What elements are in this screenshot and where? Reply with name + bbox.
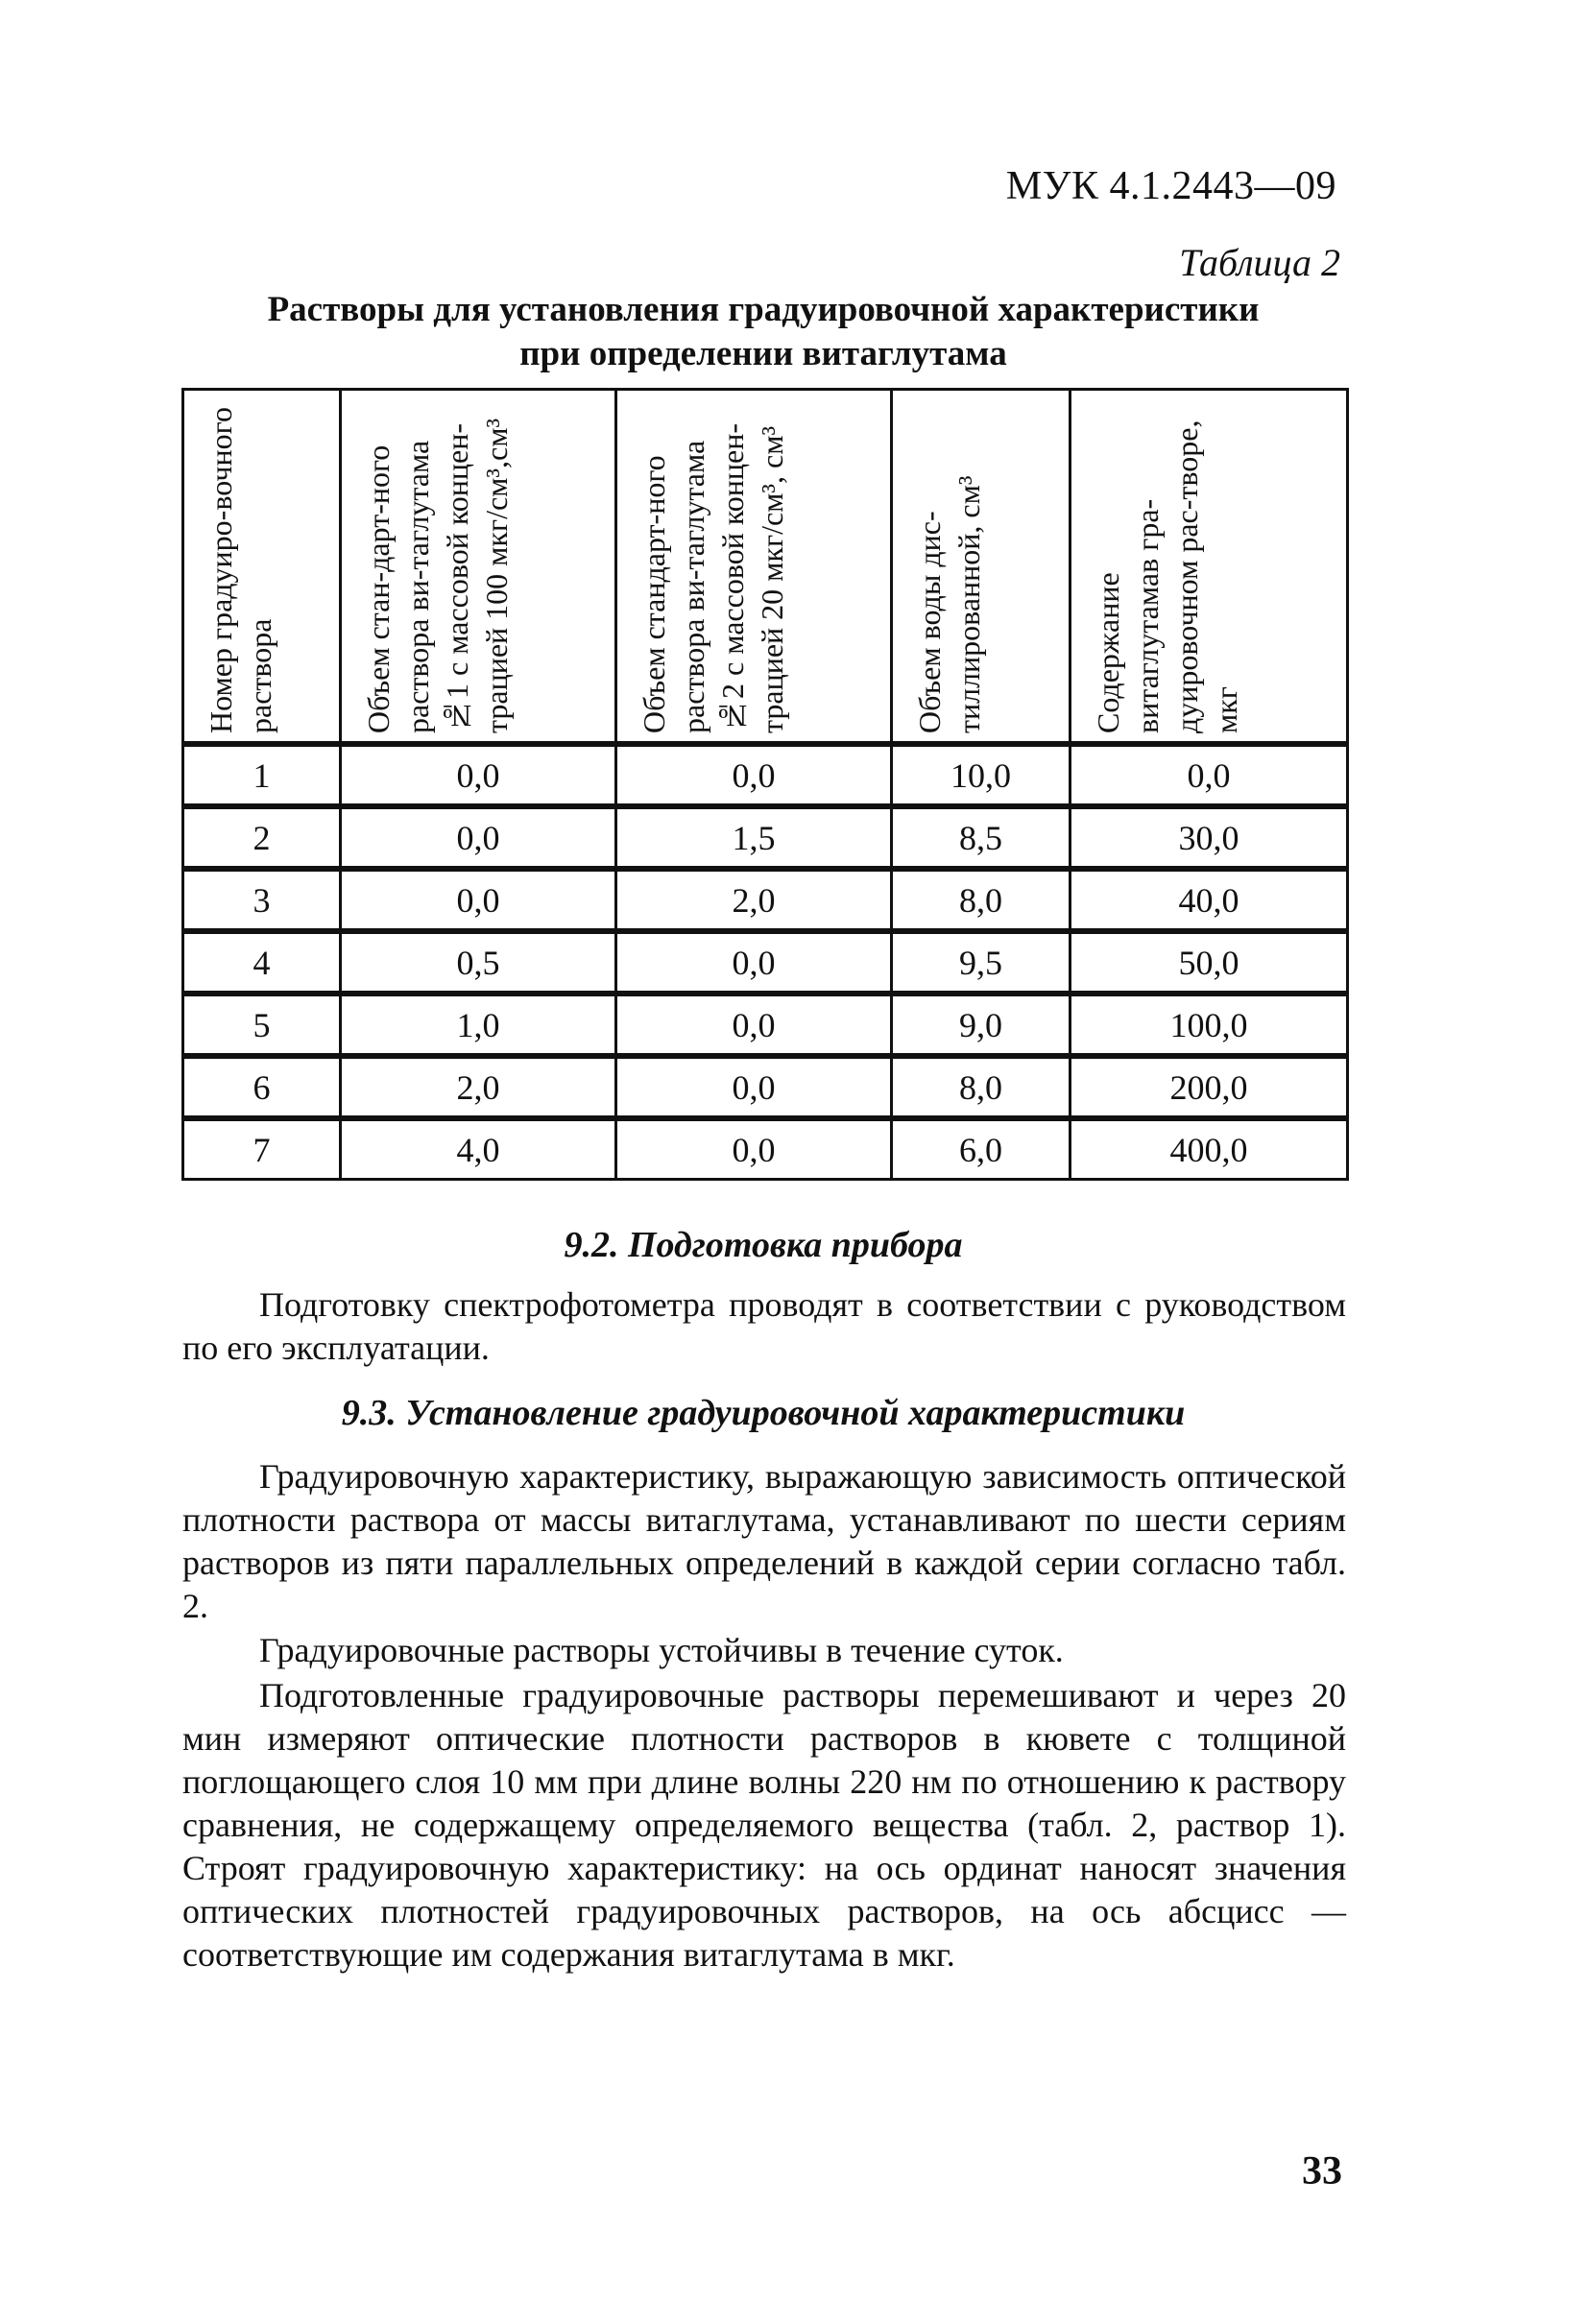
- table-cell: 6,0: [892, 1118, 1071, 1180]
- column-header-text: Объем стандарт-ного раствора ви-таглутама №2 с массовой концен-трацией 20 мкг/см³, см³: [637, 422, 789, 733]
- column-header: [183, 390, 341, 745]
- table-cell: 2,0: [616, 869, 892, 931]
- table-row: [183, 744, 1348, 806]
- table-cell: 0,0: [341, 744, 616, 806]
- table-cell: 400,0: [1071, 1118, 1348, 1180]
- column-header: [892, 390, 1071, 745]
- page-number: 33: [1302, 2149, 1342, 2193]
- table-header-row: [183, 390, 1348, 745]
- section-9-3-paragraph-1: Градуировочную характеристику, выражающую зависимость оптической плотности раствора от массы витаглутама, устанавливают по шести сериям растворов из пяти параллельных определений в каждой серии согласно табл. 2.: [182, 1457, 1346, 1625]
- table-row: [183, 994, 1348, 1056]
- column-header: [341, 390, 616, 745]
- table-cell: 1,5: [616, 806, 892, 869]
- section-9-2-paragraph: Подготовку спектрофотометра проводят в соответствии с руководством по его эксплуатации.: [182, 1285, 1346, 1367]
- column-header-text: Объем стан-дарт-ного раствора ви-таглутама №1 с массовой концен-трацией 100 мкг/см³,см³: [361, 418, 514, 733]
- table-cell: 10,0: [892, 744, 1071, 806]
- table-cell: 0,0: [616, 1056, 892, 1118]
- table-cell: 9,5: [892, 931, 1071, 994]
- table-row: [183, 1056, 1348, 1118]
- table-cell: 1,0: [341, 994, 616, 1056]
- table-label: Таблица 2: [1179, 241, 1340, 284]
- table-row: [183, 806, 1348, 869]
- section-9-3-heading: 9.3. Установление градуировочной характеристики: [341, 1393, 1186, 1433]
- table-cell: 0,0: [616, 931, 892, 994]
- table-row: [183, 1118, 1348, 1180]
- table-title: [182, 288, 1344, 376]
- column-header: [1071, 390, 1348, 745]
- table-cell: 7: [183, 1118, 341, 1180]
- table-row: [183, 869, 1348, 931]
- table-cell: 200,0: [1071, 1056, 1348, 1118]
- table-cell: 0,0: [341, 869, 616, 931]
- table-cell: 0,0: [616, 994, 892, 1056]
- column-header-text: Содержание витаглутамав гра-дуировочном рас-творе, мкг: [1091, 419, 1243, 733]
- table-title-line-2: при определении витаглутама: [519, 334, 1007, 373]
- section-9-3-paragraph-2: Градуировочные растворы устойчивы в течение суток.: [259, 1631, 1064, 1669]
- table-cell: 100,0: [1071, 994, 1348, 1056]
- table-cell: 4,0: [341, 1118, 616, 1180]
- column-header-text: Объем воды дис-тиллированной, см³: [912, 475, 986, 733]
- table-cell: 30,0: [1071, 806, 1348, 869]
- section-9-2-heading: 9.2. Подготовка прибора: [564, 1225, 963, 1265]
- table-row: [183, 931, 1348, 994]
- calibration-solutions-table: [181, 388, 1349, 1181]
- table-cell: 8,0: [892, 869, 1071, 931]
- column-header: [616, 390, 892, 745]
- table-cell: 0,5: [341, 931, 616, 994]
- table-cell: 6: [183, 1056, 341, 1118]
- table-cell: 9,0: [892, 994, 1071, 1056]
- table-title-line-1: Растворы для установления градуировочной характеристики: [267, 290, 1260, 329]
- table-cell: 40,0: [1071, 869, 1348, 931]
- table-cell: 8,0: [892, 1056, 1071, 1118]
- document-code: МУК 4.1.2443—09: [1005, 164, 1336, 208]
- table-cell: 4: [183, 931, 341, 994]
- column-header-text: Номер градуиро-вочного раствора: [204, 407, 277, 733]
- table-cell: 1: [183, 744, 341, 806]
- table-cell: 5: [183, 994, 341, 1056]
- table-cell: 50,0: [1071, 931, 1348, 994]
- section-9-3-paragraph-3: Подготовленные градуировочные растворы перемешивают и через 20 мин измеряют оптические плотности растворов в кювете с толщиной поглощающего слоя 10 мм при длине волны 220 нм по отношению к раствору сравнения, не содержащему определяемого вещества (табл. 2, раствор 1). Строят градуировочную характеристику: на ось ординат наносят значения оптических плотностей градуировочных растворов, на ось абсцисс — соответствующие им содержания витаглутама в мкг.: [182, 1676, 1346, 1974]
- table-cell: 2: [183, 806, 341, 869]
- table-cell: 2,0: [341, 1056, 616, 1118]
- table-cell: 0,0: [616, 744, 892, 806]
- table-cell: 8,5: [892, 806, 1071, 869]
- table-cell: 0,0: [341, 806, 616, 869]
- table-cell: 0,0: [616, 1118, 892, 1180]
- table-cell: 3: [183, 869, 341, 931]
- table-cell: 0,0: [1071, 744, 1348, 806]
